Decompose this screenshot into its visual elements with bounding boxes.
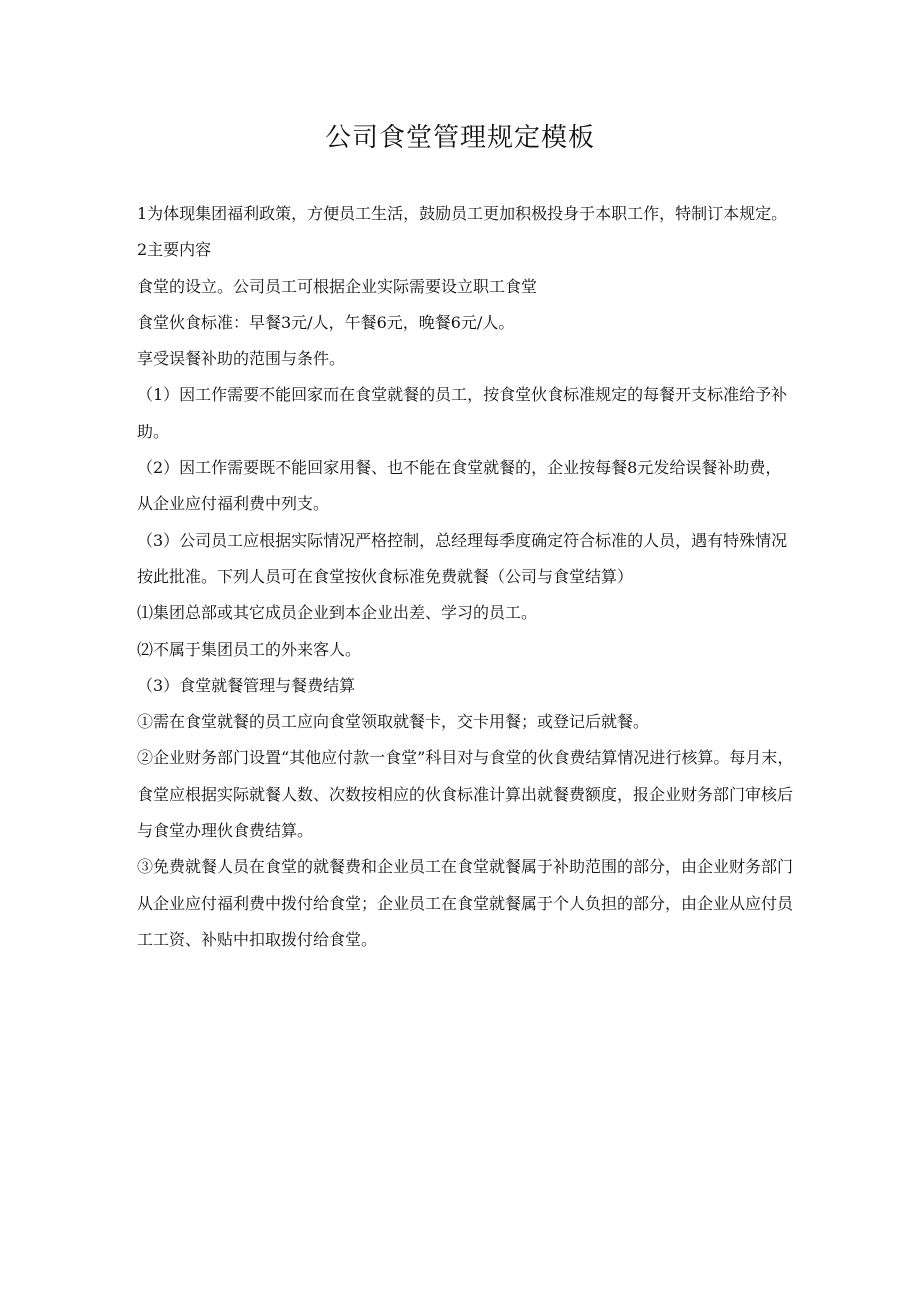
paragraph-settlement-heading: （3）食堂就餐管理与餐费结算	[137, 675, 356, 695]
paragraph-circled-2: ②企业财务部门设置“其他应付款一食堂”科目对与食堂的伙食费结算情况进行核算。每月末，食堂应根据实际就餐人数、次数按相应的伙食标准计算出就餐费额度，报企业财务部门审核后与食堂办理伙食费结算。	[137, 748, 794, 841]
document-body	[137, 196, 797, 958]
paragraph-item-3: （3）公司员工应根据实际情况严格控制，总经理每季度确定符合标准的人员，遇有特殊情况按此批准。下列人员可在食堂按伙食标准免费就餐（公司与食堂结算）	[137, 530, 788, 586]
paragraph-canteen-setup: 食堂的设立。公司员工可根据企业实际需要设立职工食堂	[137, 276, 538, 296]
paragraph-main-content-heading: 2主要内容	[137, 240, 212, 260]
paragraph-subsidy-scope: 享受误餐补助的范围与条件。	[137, 349, 346, 369]
paragraph-subitem-1: ⑴集团总部或其它成员企业到本企业出差、学习的员工。	[137, 603, 538, 623]
paragraph-item-2: （2）因工作需要既不能回家用餐、也不能在食堂就餐的，企业按每餐8元发给误餐补助费，从企业应付福利费中列支。	[137, 458, 782, 514]
paragraph-item-1: （1）因工作需要不能回家而在食堂就餐的员工，按食堂伙食标准规定的每餐开支标准给予补助。	[137, 385, 788, 441]
paragraph-circled-3: ③免费就餐人员在食堂的就餐费和企业员工在食堂就餐属于补助范围的部分，由企业财务部门从企业应付福利费中拨付给食堂；企业员工在食堂就餐属于个人负担的部分，由企业从应付员工工资、补贴中扣取拨付给食堂。	[137, 857, 794, 949]
paragraph-circled-1: ①需在食堂就餐的员工应向食堂领取就餐卡，交卡用餐；或登记后就餐。	[137, 712, 650, 732]
paragraph-purpose: 1为体现集团福利政策，方便员工生活，鼓励员工更加积极投身于本职工作，特制订本规定。	[137, 204, 788, 223]
paragraph-meal-standard: 食堂伙食标准：早餐3元/人，午餐6元，晚餐6元/人。	[137, 312, 515, 332]
paragraph-subitem-2: ⑵不属于集团员工的外来客人。	[137, 639, 362, 659]
document-title: 公司食堂管理规定模板	[324, 123, 595, 153]
